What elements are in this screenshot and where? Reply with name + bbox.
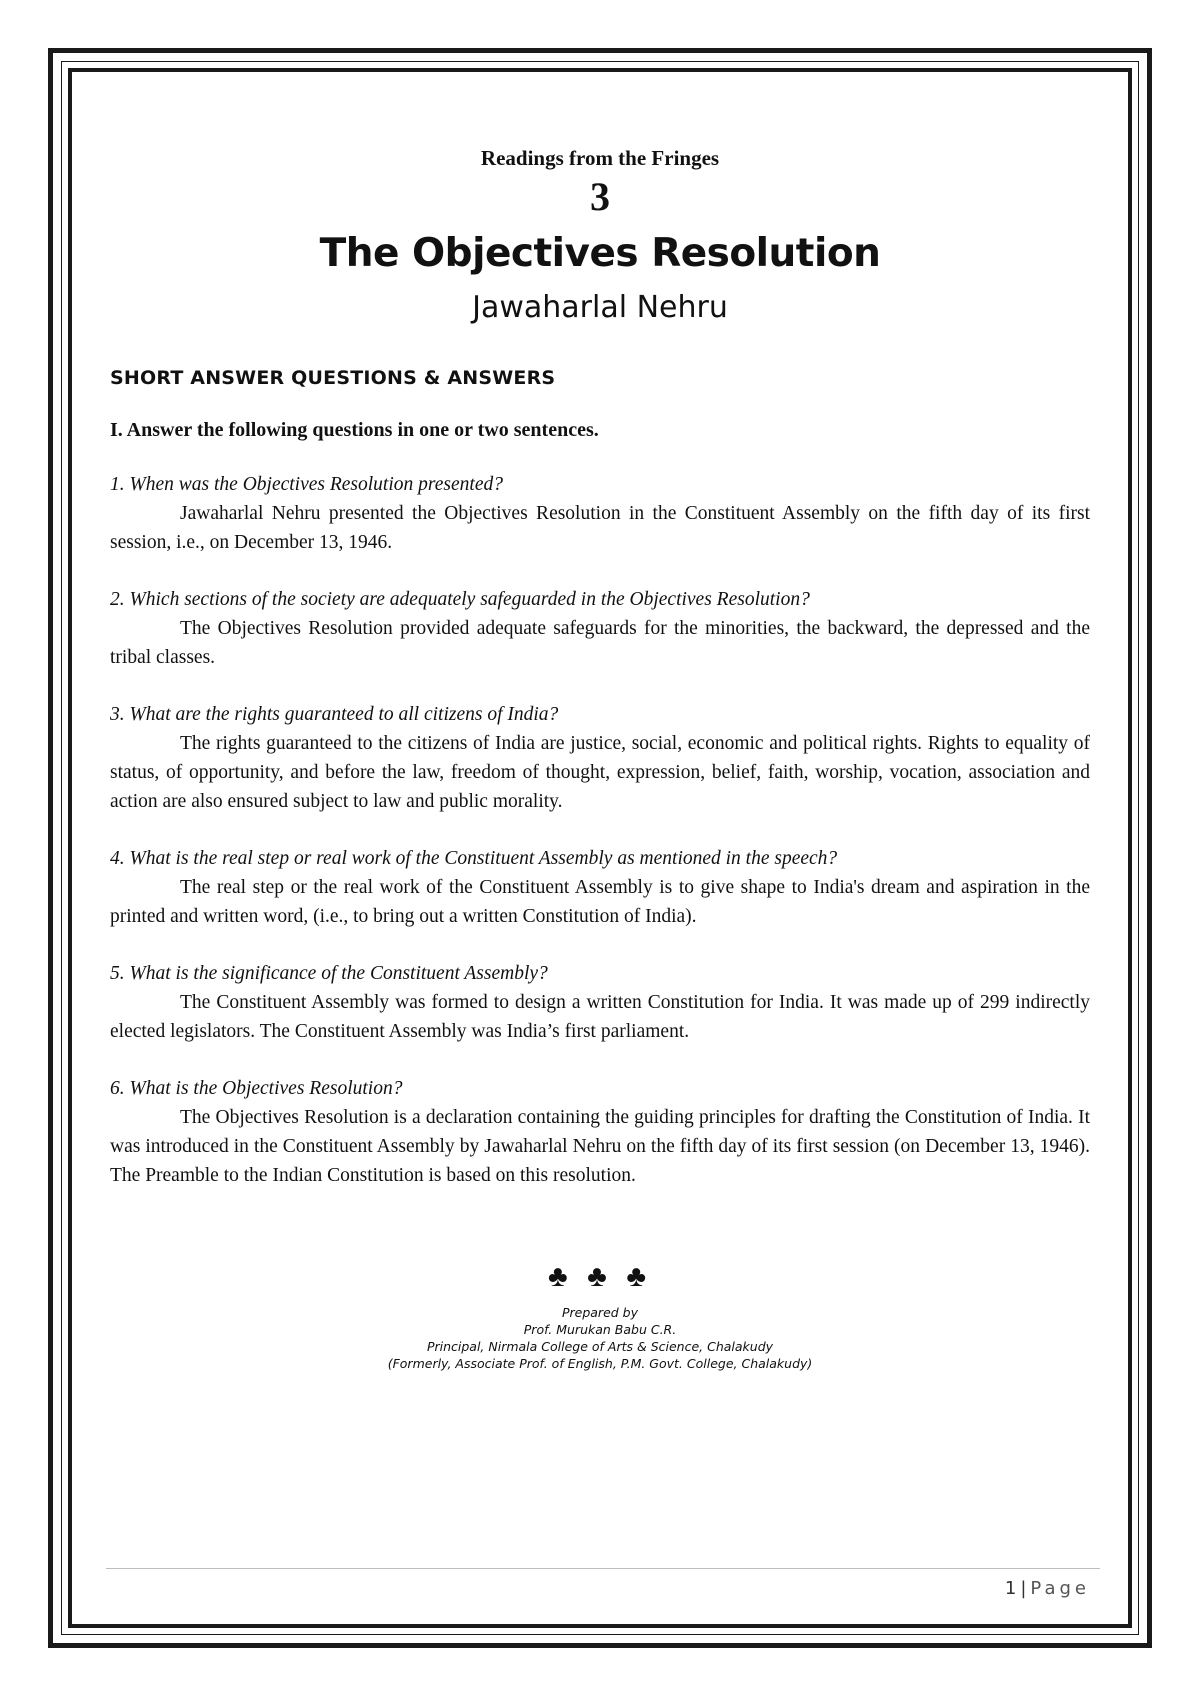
qa-item-1: [110, 470, 1090, 557]
qa-item-4: [110, 844, 1090, 931]
series-title: Readings from the Fringes: [480, 146, 720, 170]
answer-text: The Constituent Assembly was formed to design a written Constitution for India. It was made up of 299 indirectly elected legislators. The Constituent Assembly was India’s first parliament.: [110, 992, 1090, 1042]
chapter-number: 3: [590, 174, 610, 219]
question-text: 6. What is the Objectives Resolution?: [110, 1078, 403, 1099]
answer-text: The rights guaranteed to the citizens of India are justice, social, economic and political rights. Rights to equality of status, of opportunity, and before the law, freedom of thought, expression, belief, faith, worship, vocation, association and action are also ensured subject to law and public morality.: [110, 733, 1090, 812]
answer-text: The Objectives Resolution provided adequate safeguards for the minorities, the backward, the depressed and the tribal classes.: [110, 618, 1090, 668]
qa-item-2: [110, 585, 1090, 672]
author-name: Jawaharlal Nehru: [472, 290, 728, 325]
footer-divider: [106, 1568, 1100, 1569]
qa-item-5: [110, 959, 1090, 1046]
question-text: 2. Which sections of the society are adequately safeguarded in the Objectives Resolution?: [110, 589, 810, 610]
question-text: 1. When was the Objectives Resolution presented?: [110, 474, 503, 495]
answer-text: The Objectives Resolution is a declaration containing the guiding principles for drafting the Constitution of India. It was introduced in the Constituent Assembly by Jawaharlal Nehru on the fifth day of its first session (on December 13, 1946). The Preamble to the Indian Constitution is based on this resolution.: [110, 1107, 1090, 1186]
question-text: 4. What is the real step or real work of the Constituent Assembly as mentioned in the speech?: [110, 848, 838, 869]
page-title: The Objectives Resolution: [319, 231, 881, 276]
section-heading: SHORT ANSWER QUESTIONS & ANSWERS: [110, 367, 556, 389]
document-body: [110, 140, 1090, 1372]
credits-position: Principal, Nirmala College of Arts & Science, Chalakudy: [426, 1339, 774, 1354]
credits-former-position: (Formerly, Associate Prof. of English, P.M. Govt. College, Chalakudy): [387, 1356, 813, 1371]
question-text: 3. What are the rights guaranteed to all citizens of India?: [110, 704, 559, 725]
answer-text: The real step or the real work of the Constituent Assembly is to give shape to India's dream and aspiration in the printed and written word, (i.e., to bring out a written Constitution of India).: [110, 877, 1090, 927]
clubs-ornament-icon: ♣ ♣ ♣: [547, 1260, 653, 1293]
qa-item-6: [110, 1074, 1090, 1190]
question-text: 5. What is the significance of the Constituent Assembly?: [110, 963, 548, 984]
footer-separator: |: [1020, 1578, 1027, 1599]
answer-text: Jawaharlal Nehru presented the Objectives Resolution in the Constituent Assembly on the fifth day of its first session, i.e., on December 13, 1946.: [110, 503, 1090, 553]
credits-block: [110, 1304, 1090, 1372]
instruction-text: I. Answer the following questions in one or two sentences.: [110, 419, 599, 441]
page-number: 1: [1004, 1578, 1017, 1599]
credits-author: Prof. Murukan Babu C.R.: [523, 1322, 677, 1337]
credits-prepared-by: Prepared by: [561, 1305, 639, 1320]
qa-item-3: [110, 700, 1090, 816]
page-footer: [1005, 1578, 1090, 1599]
page-label: Page: [1030, 1578, 1090, 1599]
